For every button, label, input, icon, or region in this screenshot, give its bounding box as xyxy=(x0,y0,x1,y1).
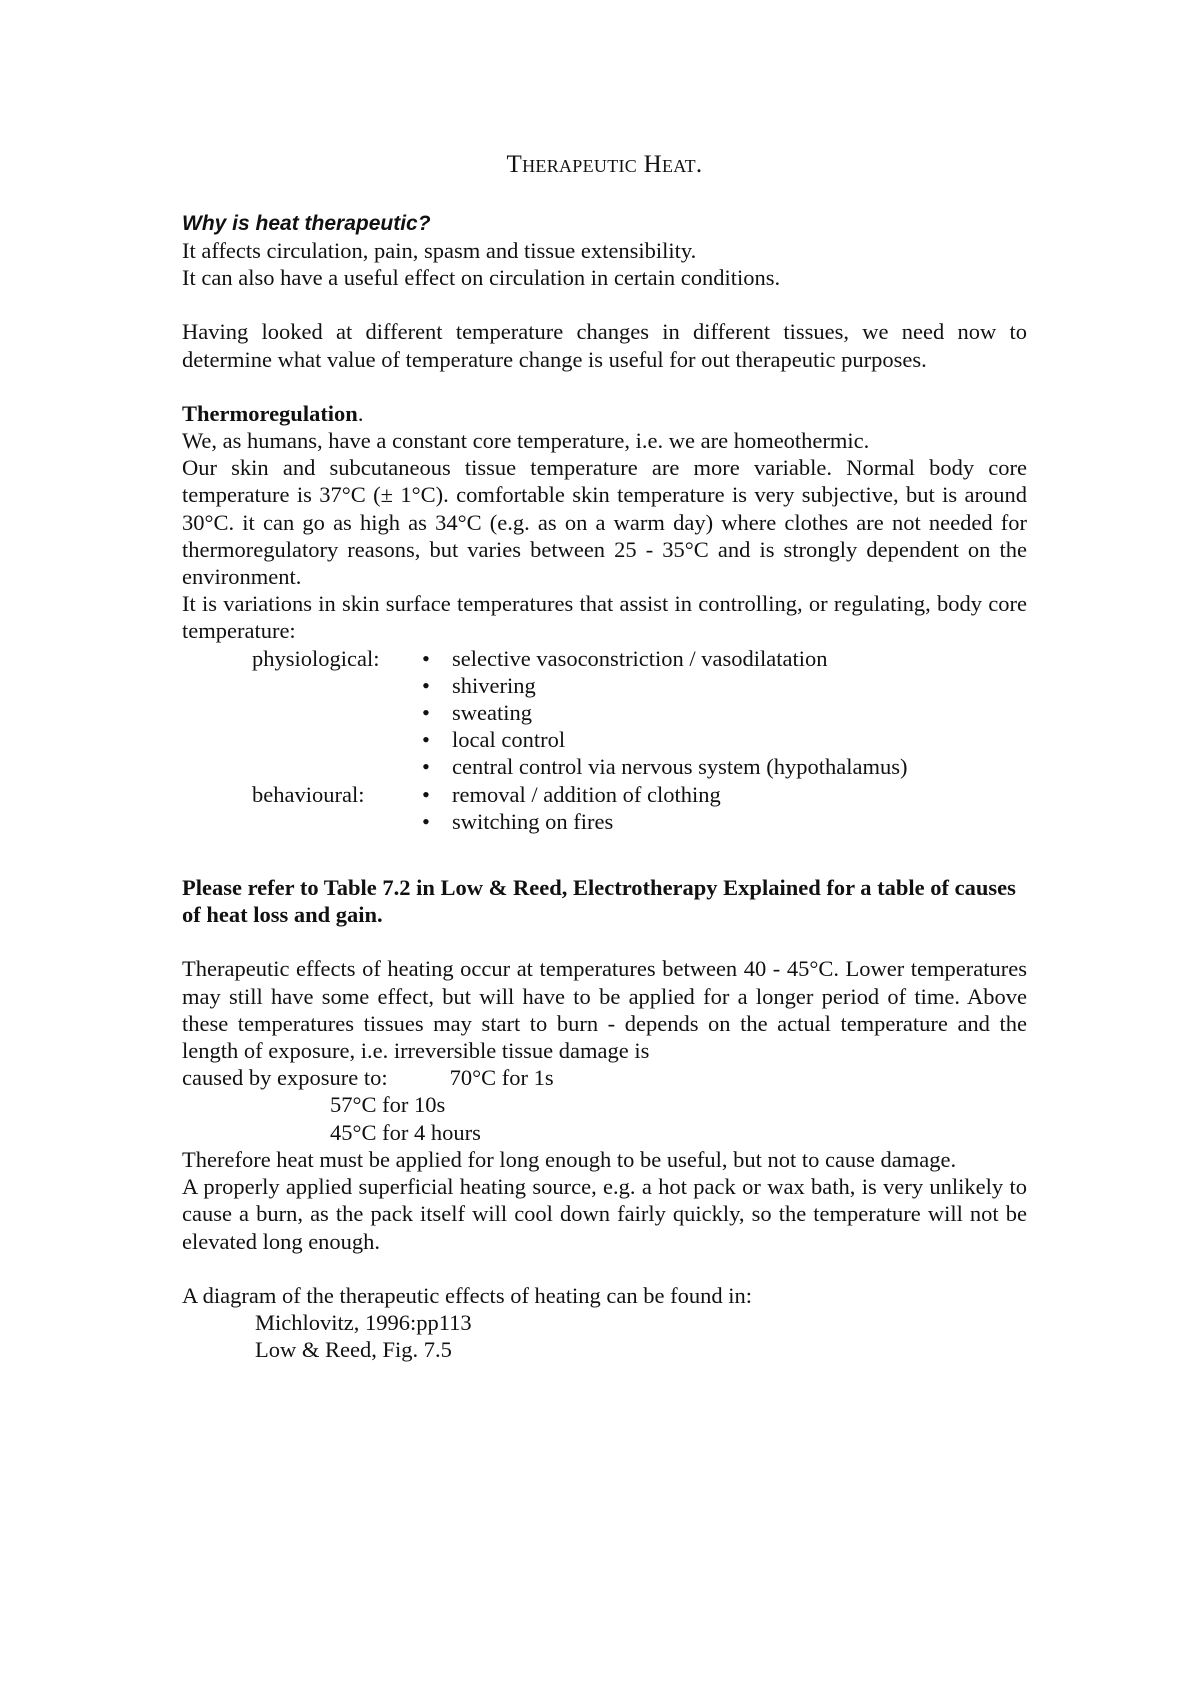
paragraph-therapeutic-effects: Therapeutic effects of heating occur at temperatures between 40 - 45°C. Lower temperatures may still have some effect, but will have to be applied for a longer period of time. Above these temperatures tissues may start to burn - depends on the actual temperature and the length of exposure, i.e. irreversible tissue damage is xyxy=(182,956,1027,1064)
list-item: sweating xyxy=(452,700,532,726)
page-title: Therapeutic Heat. xyxy=(506,151,703,178)
list-item: selective vasoconstriction / vasodilatation xyxy=(452,645,828,671)
reference-item: Michlovitz, 1996:pp113 xyxy=(255,1309,472,1335)
thermoregulation-mechanisms-list xyxy=(182,645,1027,835)
paragraph-variations: It is variations in skin surface temperatures that assist in controlling, or regulating, body core temperature: xyxy=(182,591,1027,644)
behavioural-label: behavioural: xyxy=(252,781,365,807)
spacer xyxy=(182,373,1027,400)
intro-line-2: It can also have a useful effect on circulation in certain conditions. xyxy=(182,265,781,291)
paragraph-therefore: Therefore heat must be applied for long enough to be useful, but not to cause damage. xyxy=(182,1146,957,1172)
list-item: switching on fires xyxy=(452,808,614,834)
spacer xyxy=(182,928,1027,955)
exposure-lead-text: caused by exposure to: xyxy=(182,1065,388,1091)
bullet: • xyxy=(422,700,430,726)
section-question: Why is heat therapeutic? xyxy=(182,212,431,235)
refer-note: Please refer to Table 7.2 in Low & Reed, Electrotherapy Explained for a table of causes of heat loss and gain. xyxy=(182,875,1016,928)
paragraph-having-looked: Having looked at different temperature changes in different tissues, we need now to determine what value of temperature change is useful for out therapeutic purposes. xyxy=(182,319,1027,372)
list-item: removal / addition of clothing xyxy=(452,781,721,807)
exposure-line xyxy=(182,1064,1027,1091)
spacer xyxy=(182,291,1027,318)
exposure-value-2: 57°C for 10s xyxy=(330,1092,446,1118)
paragraph-skin-temperature: Our skin and subcutaneous tissue temperature are more variable. Normal body core temperature is 37°C (± 1°C). comfortable skin temperature is very subjective, but is around 30°C. it can go as high as 34°C (e.g. as on a warm day) where clothes are not needed for thermoregulatory reasons, but varies between 25 - 35°C and is strongly dependent on the environment. xyxy=(182,455,1027,590)
list-item: local control xyxy=(452,727,566,753)
exposure-line xyxy=(182,1119,1027,1146)
physiological-label: physiological: xyxy=(252,645,380,671)
list-item: shivering xyxy=(452,672,536,698)
bullet: • xyxy=(422,727,430,753)
paragraph-diagram: A diagram of the therapeutic effects of heating can be found in: xyxy=(182,1282,752,1308)
paragraph-homeothermic: We, as humans, have a constant core temperature, i.e. we are homeothermic. xyxy=(182,428,870,454)
spacer xyxy=(182,862,1027,874)
intro-line-1: It affects circulation, pain, spasm and tissue extensibility. xyxy=(182,238,697,263)
spacer xyxy=(182,835,1027,862)
exposure-line xyxy=(182,1091,1027,1118)
heading-suffix: . xyxy=(357,400,364,426)
paragraph-properly-applied: A properly applied superficial heating source, e.g. a hot pack or wax bath, is very unlikely to cause a burn, as the pack itself will cool down fairly quickly, so the temperature will not be elevated long enough. xyxy=(182,1174,1027,1254)
bullet: • xyxy=(422,781,430,807)
reference-item: Low & Reed, Fig. 7.5 xyxy=(255,1337,452,1363)
exposure-value-3: 45°C for 4 hours xyxy=(330,1119,481,1145)
bullet: • xyxy=(422,672,430,698)
bullet: • xyxy=(422,808,430,834)
document-page xyxy=(182,150,1027,1363)
exposure-value-1: 70°C for 1s xyxy=(449,1065,554,1091)
heading-text: Thermoregulation xyxy=(182,400,358,426)
list-item: central control via nervous system (hypothalamus) xyxy=(452,754,908,780)
bullet: • xyxy=(422,645,430,671)
thermoregulation-heading xyxy=(182,400,1027,427)
spacer xyxy=(182,1255,1027,1282)
bullet: • xyxy=(422,754,430,780)
